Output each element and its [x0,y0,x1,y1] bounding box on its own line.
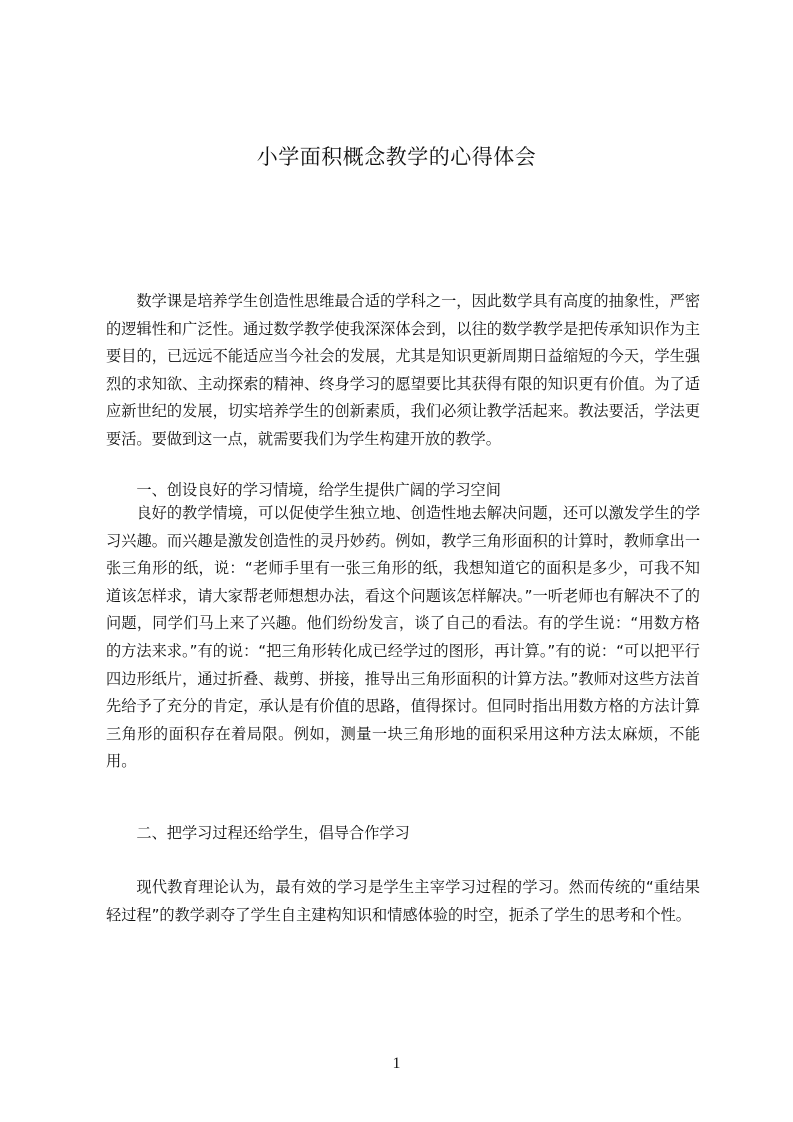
paragraph-section-1: 良好的教学情境，可以促使学生独立地、创造性地去解决问题，还可以激发学生的学习兴趣。而兴趣是激发创造性的灵丹妙药。例如，教学三角形面积的计算时，教师拿出一张三角形的纸，说：“老师手里有一张三角形的纸，我想知道它的面积是多少，可我不知道该怎样求，请大家帮老师想想办法，看这个问题该怎样解决。”一听老师也有解决不了的问题，同学们马上来了兴趣。他们纷纷发言，谈了自己的看法。有的学生说：“用数方格的方法来求。”有的说：“把三角形转化成已经学过的图形，再计算。”有的说：“可以把平行四边形纸片，通过折叠、裁剪、拼接，推导出三角形面积的计算方法。”教师对这些方法首先给予了充分的肯定，承认是有价值的思路，值得探讨。但同时指出用数方格的方法计算三角形的面积存在着局限。例如，测量一块三角形地的面积采用这种方法太麻烦，不能用。 [106,504,700,771]
section-heading-1: 一、创设良好的学习情境，给学生提供广阔的学习空间 [136,481,501,499]
page-title: 小学面积概念教学的心得体会 [256,145,537,169]
paragraph-intro: 数学课是培养学生创造性思维最合适的学科之一，因此数学具有高度的抽象性，严密的逻辑性和广泛性。通过数学教学使我深深体会到，以往的数学教学是把传承知识作为主要目的，已远远不能适应当今社会的发展，尤其是知识更新周期日益缩短的今天，学生强烈的求知欲、主动探索的精神、终身学习的愿望要比其获得有限的知识更有价值。为了适应新世纪的发展，切实培养学生的创新素质，我们必须让教学活起来。教法要活，学法更要活。要做到这一点，就需要我们为学生构建开放的教学。 [106,292,700,448]
page-number: 1 [392,1055,401,1072]
paragraph-section-2: 现代教育理论认为，最有效的学习是学生主宰学习过程的学习。然而传统的“重结果轻过程”的教学剥夺了学生自主建构知识和情感体验的时空，扼杀了学生的思考和个性。 [106,878,700,924]
section-heading-2: 二、把学习过程还给学生，倡导合作学习 [136,824,410,842]
